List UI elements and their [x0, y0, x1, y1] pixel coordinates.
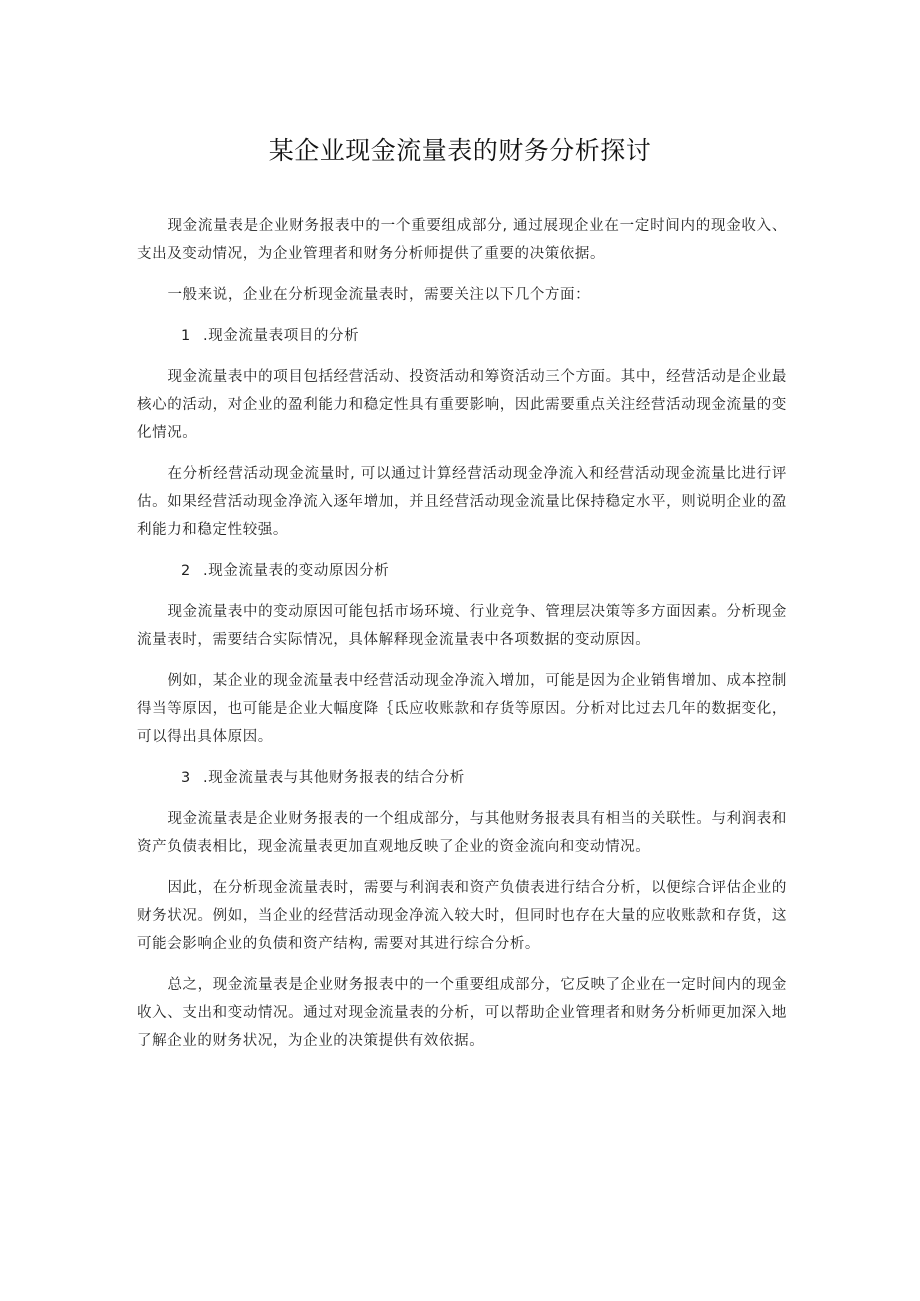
paragraph: 总之，现金流量表是企业财务报表中的一个重要组成部分，它反映了企业在一定时间内的现金收入、支出和变动情况。通过对现金流量表的分析，可以帮助企业管理者和财务分析师更加深入地了解企业的财务状况，为企业的决策提供有效依据。 — [137, 977, 787, 1049]
section-heading — [137, 557, 787, 585]
paragraph: 现金流量表中的变动原因可能包括市场环境、行业竞争、管理层决策等多方面因素。分析现金流量表时，需要结合实际情况，具体解释现金流量表中各项数据的变动原因。 — [137, 604, 787, 648]
paragraph: 现金流量表是企业财务报表中的一个重要组成部分, 通过展现企业在一定时间内的现金收入、支出及变动情况，为企业管理者和财务分析师提供了重要的决策依据。 — [137, 218, 787, 262]
section-heading-text: .现金流量表的变动原因分析 — [203, 563, 390, 579]
section-heading — [137, 764, 787, 792]
paragraph: 因此，在分析现金流量表时，需要与利润表和资产负债表进行结合分析，以便综合评估企业的财务状况。例如，当企业的经营活动现金净流入较大时，但同时也存在大量的应收账款和存货，这可能会影响企业的负债和资产结构, 需要对其进行综合分析。 — [137, 880, 787, 952]
section-heading-text: .现金流量表与其他财务报表的结合分析 — [203, 770, 465, 786]
document-title: 某企业现金流量表的财务分析探讨 — [268, 136, 652, 165]
section-number: 1 — [181, 328, 191, 344]
section-number: 2 — [181, 563, 191, 579]
document-body — [137, 212, 787, 1068]
paragraph: 现金流量表是企业财务报表的一个组成部分，与其他财务报表具有相当的关联性。与利润表和资产负债表相比，现金流量表更加直观地反映了企业的资金流向和变动情况。 — [137, 811, 787, 855]
paragraph: 一般来说，企业在分析现金流量表时，需要关注以下几个方面： — [167, 287, 591, 303]
section-number: 3 — [181, 770, 191, 786]
paragraph: 在分析经营活动现金流量时, 可以通过计算经营活动现金净流入和经营活动现金流量比进行评估。如果经营活动现金净流入逐年增加，并且经营活动现金流量比保持稳定水平，则说明企业的盈利能力和稳定性较强。 — [137, 466, 787, 538]
section-heading-text: .现金流量表项目的分析 — [203, 328, 360, 344]
paragraph: 例如，某企业的现金流量表中经营活动现金净流入增加，可能是因为企业销售增加、成本控制得当等原因，也可能是企业大幅度降｛氐应收账款和存货等原因。分析对比过去几年的数据变化，可以得出具体原因。 — [137, 673, 787, 745]
paragraph: 现金流量表中的项目包括经营活动、投资活动和筹资活动三个方面。其中，经营活动是企业最核心的活动，对企业的盈利能力和稳定性具有重要影响，因此需要重点关注经营活动现金流量的变化情况。 — [137, 369, 787, 441]
section-heading — [137, 322, 787, 350]
